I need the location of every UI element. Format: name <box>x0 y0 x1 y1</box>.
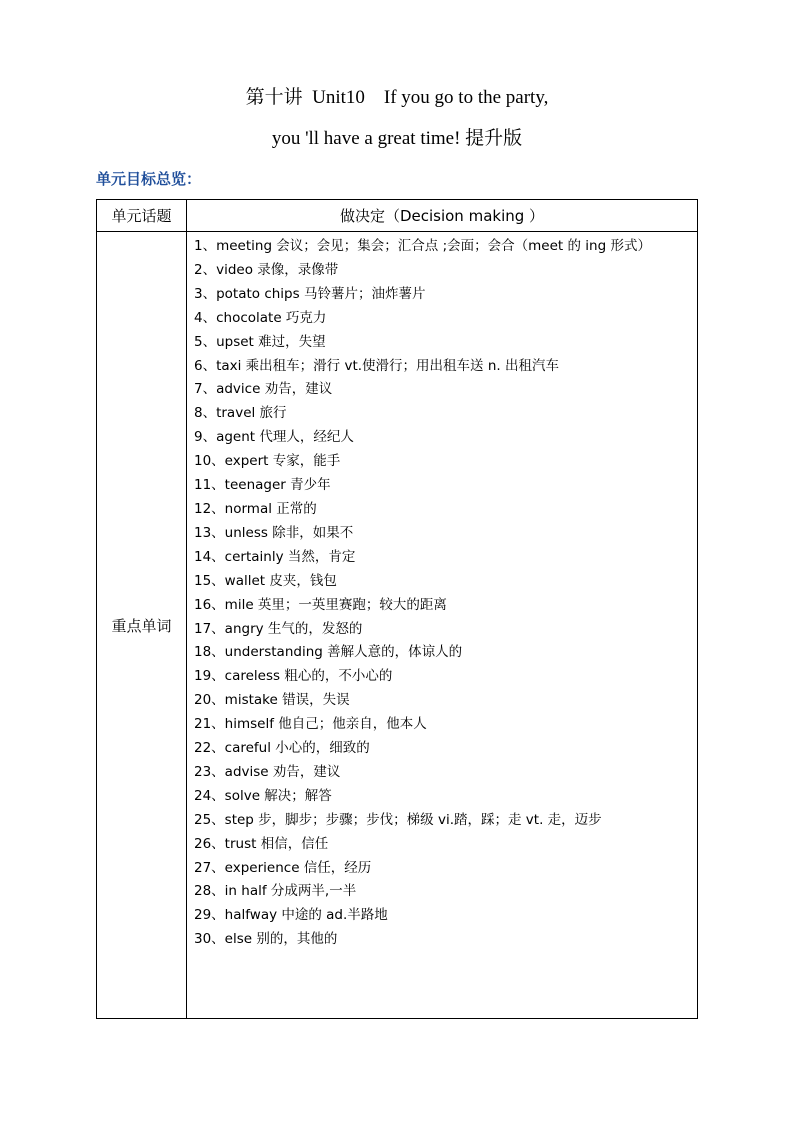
unit-overview-table <box>96 199 698 1019</box>
document-title-line-2: you 'll have a great time! 提升版 <box>271 128 523 149</box>
vocabulary-item: 24、solve 解决；解答 <box>194 787 332 804</box>
section-heading-unit-overview: 单元目标总览： <box>96 170 202 188</box>
vocabulary-item: 9、agent 代理人，经纪人 <box>194 429 354 446</box>
vocabulary-item: 7、advice 劝告，建议 <box>194 381 333 398</box>
vocabulary-item: 17、angry 生气的，发怒的 <box>194 620 363 637</box>
vocabulary-item: 13、unless 除非，如果不 <box>194 524 354 541</box>
vocabulary-item: 27、experience 信任，经历 <box>194 859 372 876</box>
vocabulary-item: 10、expert 专家，能手 <box>194 453 341 470</box>
vocabulary-item: 14、certainly 当然，肯定 <box>194 548 356 565</box>
vocabulary-item: 11、teenager 青少年 <box>194 477 331 494</box>
vocabulary-item: 21、himself 他自己；他亲自，他本人 <box>194 716 427 733</box>
vocabulary-item: 2、video 录像，录像带 <box>194 261 339 278</box>
vocabulary-item: 26、trust 相信，信任 <box>194 835 329 852</box>
header-unit-topic-label: 单元话题 <box>97 200 187 232</box>
vocabulary-item: 12、normal 正常的 <box>194 500 317 517</box>
vocabulary-item: 4、chocolate 巧克力 <box>194 309 327 326</box>
vocabulary-item: 28、in half 分成两半,一半 <box>194 883 357 900</box>
vocabulary-item: 6、taxi 乘出租车；滑行 vt.使滑行；用出租车送 n. 出租汽车 <box>194 357 559 374</box>
vocabulary-item: 15、wallet 皮夹，钱包 <box>194 572 337 589</box>
vocabulary-item: 5、upset 难过，失望 <box>194 333 326 350</box>
vocabulary-item: 19、careless 粗心的，不小心的 <box>194 668 393 685</box>
vocabulary-item: 30、else 别的，其他的 <box>194 931 338 948</box>
vocabulary-item: 3、potato chips 马铃薯片；油炸薯片 <box>194 285 426 302</box>
vocabulary-item: 20、mistake 错误，失误 <box>194 692 350 709</box>
vocabulary-list <box>194 232 691 952</box>
table-key-words-row <box>97 232 698 1019</box>
key-words-cell <box>187 232 698 1019</box>
vocabulary-item: 18、understanding 善解人意的，体谅人的 <box>194 644 463 661</box>
vocabulary-item: 25、step 步，脚步；步骤；步伐；梯级 vi.踏，踩；走 vt. 走，迈步 <box>194 811 602 828</box>
vocabulary-item: 22、careful 小心的，细致的 <box>194 740 370 757</box>
vocabulary-item: 1、meeting 会议；会见；集会；汇合点 ;会面；会合（meet 的 ing 形式） <box>194 238 651 254</box>
vocabulary-item: 8、travel 旅行 <box>194 405 287 422</box>
vocabulary-item: 29、halfway 中途的 ad.半路地 <box>194 907 388 924</box>
table-header-row <box>97 200 698 232</box>
vocabulary-item: 23、advise 劝告，建议 <box>194 763 341 780</box>
vocabulary-item: 16、mile 英里；一英里赛跑；较大的距离 <box>194 596 447 613</box>
header-unit-topic-value: 做决定（Decision making ） <box>187 200 698 232</box>
key-words-label: 重点单词 <box>97 232 187 1019</box>
document-title-line-1: 第十讲 Unit10 If you go to the party, <box>245 87 549 108</box>
